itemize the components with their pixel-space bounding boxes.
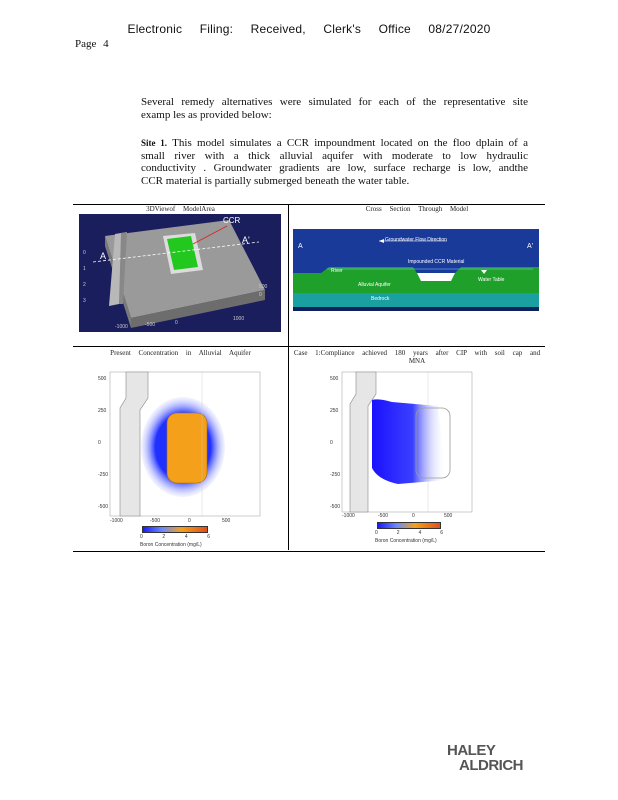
svg-text:0: 0	[188, 518, 191, 524]
site-text: This model simulates a CCR impoundment located on the floo dplain of a	[167, 137, 528, 149]
fig4-scale-tick: 6	[440, 530, 443, 536]
fig2-label-a-prime: A'	[527, 243, 534, 250]
svg-text:500: 500	[222, 518, 231, 524]
fig4-scale-ticks	[375, 530, 443, 536]
svg-text:0: 0	[259, 292, 262, 298]
fig3-scale-tick: 4	[184, 534, 188, 540]
fig3-scale-tick: 0	[140, 534, 143, 540]
site-line: conductivity . Groundwater gradients are low, surface recharge is low, andthe	[141, 162, 528, 174]
fig4-scale-tick: 0	[375, 530, 378, 536]
filing-stamp: Electronic Filing: Received, Clerk's Office 08/27/2020	[127, 22, 491, 36]
svg-text:3: 3	[83, 298, 86, 304]
svg-text:500: 500	[444, 513, 453, 518]
fig4-scale-tick: 4	[418, 530, 422, 536]
svg-text:-1000: -1000	[110, 518, 123, 524]
fig1-caption: 3DViewof ModelArea	[146, 205, 215, 213]
site-line: small river with a thick alluvial aquifer with moderate to low hydraulic	[141, 149, 528, 162]
fig2-flow-label: Groundwater Flow Direction	[385, 237, 447, 243]
site-paragraph	[141, 137, 528, 187]
fig3-scale-tick: 6	[207, 534, 210, 540]
intro-line: Several remedy alternatives were simulated for each of the representative site	[141, 96, 528, 108]
svg-text:0: 0	[98, 440, 101, 446]
fig1-3d-model-image	[79, 214, 281, 332]
svg-text:250: 250	[330, 408, 339, 414]
svg-text:0: 0	[175, 320, 178, 326]
fig4-plan-view-image	[328, 368, 478, 518]
intro-paragraph	[141, 96, 528, 121]
fig2-caption: Cross Section Through Model	[365, 205, 469, 213]
svg-text:500: 500	[259, 284, 268, 290]
fig4-caption-line: MNA	[408, 357, 426, 365]
site-line	[141, 137, 528, 150]
fig2-label-a: A	[298, 243, 303, 250]
svg-text:-500: -500	[145, 322, 156, 328]
svg-text:-250: -250	[98, 472, 109, 478]
fig3-scale-title: Boron Concentration (mg/L)	[140, 542, 202, 548]
intro-line: examp les as provided below:	[141, 108, 272, 121]
fig1-label-a: A	[100, 251, 107, 261]
fig2-river-label: River	[331, 268, 343, 274]
fig2-impoundment-label: Impounded CCR Material	[408, 259, 465, 265]
svg-text:-1000: -1000	[115, 324, 128, 330]
svg-text:-500: -500	[150, 518, 161, 524]
fig3-scale-ticks	[140, 534, 210, 540]
svg-text:1000: 1000	[233, 316, 245, 322]
svg-text:-500: -500	[330, 504, 341, 510]
fig4-scale-tick: 2	[396, 530, 400, 536]
fig3-caption: Present Concentration in Alluvial Aquifer	[110, 349, 251, 357]
fig2-bedrock-label: Bedrock	[371, 296, 390, 302]
svg-text:0: 0	[330, 440, 333, 446]
fig4-scale-title: Boron Concentration (mg/L)	[375, 538, 437, 544]
fig3-color-scale-bar	[142, 526, 208, 533]
logo-line-aldrich: ALDRICH	[459, 757, 523, 774]
svg-text:2: 2	[83, 282, 86, 288]
svg-text:-500: -500	[98, 504, 109, 510]
grid-divider-vertical	[288, 204, 289, 550]
svg-text:500: 500	[330, 376, 339, 382]
svg-text:-1000: -1000	[342, 513, 355, 518]
fig4-color-scale-bar	[377, 522, 441, 529]
fig1-label-ccr: CCR	[223, 216, 241, 225]
fig2-water-table-label: Water Table	[478, 277, 505, 283]
fig3-plan-view-image	[96, 368, 266, 526]
haley-aldrich-logo	[447, 744, 547, 774]
fig1-label-a-prime: A'	[242, 235, 250, 245]
fig4-caption-line: Case 1:Compliance achieved 180 years after CIP with soil cap and	[293, 349, 541, 357]
fig2-aquifer-label: Alluvial Aquifer	[358, 282, 391, 288]
fig3-scale-tick: 2	[162, 534, 166, 540]
fig4-caption	[289, 349, 545, 365]
svg-text:0: 0	[83, 250, 86, 256]
page-number: Page 4	[75, 38, 109, 50]
svg-text:-500: -500	[378, 513, 389, 518]
svg-text:500: 500	[98, 376, 107, 382]
svg-text:-250: -250	[330, 472, 341, 478]
site-label: Site 1.	[141, 138, 168, 148]
svg-text:0: 0	[412, 513, 415, 518]
grid-divider-horizontal	[73, 346, 545, 347]
svg-text:1: 1	[83, 266, 86, 272]
svg-text:250: 250	[98, 408, 107, 414]
site-line: CCR material is partially submerged beneath the water table.	[141, 174, 410, 187]
logo-line-haley: HALEY	[447, 742, 496, 759]
